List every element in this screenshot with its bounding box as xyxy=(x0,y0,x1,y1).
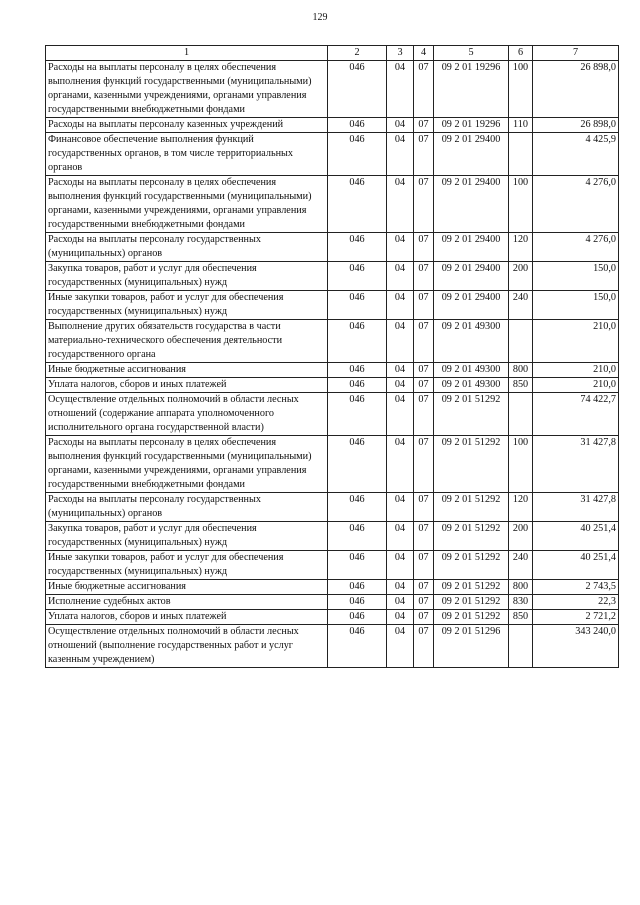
subsection-code: 07 xyxy=(414,176,434,233)
admin-code: 046 xyxy=(328,625,387,668)
expense-type-code: 120 xyxy=(509,233,533,262)
expense-name: Уплата налогов, сборов и иных платежей xyxy=(46,378,328,393)
section-code: 04 xyxy=(387,291,414,320)
expense-type-code: 830 xyxy=(509,595,533,610)
column-header: 7 xyxy=(533,46,619,61)
admin-code: 046 xyxy=(328,320,387,363)
expense-name: Расходы на выплаты персоналу государственных (муниципальных) органов xyxy=(46,493,328,522)
expense-type-code: 100 xyxy=(509,61,533,118)
table-row xyxy=(46,493,619,522)
subsection-code: 07 xyxy=(414,595,434,610)
admin-code: 046 xyxy=(328,378,387,393)
expense-name: Осуществление отдельных полномочий в области лесных отношений (выполнение государственных работ и услуг казенным учреждением) xyxy=(46,625,328,668)
expense-name: Уплата налогов, сборов и иных платежей xyxy=(46,610,328,625)
target-article-code: 09 2 01 29400 xyxy=(434,176,509,233)
table-row xyxy=(46,580,619,595)
amount: 2 743,5 xyxy=(533,580,619,595)
column-header: 6 xyxy=(509,46,533,61)
page-number: 129 xyxy=(312,12,328,23)
section-code: 04 xyxy=(387,233,414,262)
target-article-code: 09 2 01 51292 xyxy=(434,522,509,551)
expense-type-code: 200 xyxy=(509,262,533,291)
amount: 210,0 xyxy=(533,363,619,378)
amount: 31 427,8 xyxy=(533,436,619,493)
subsection-code: 07 xyxy=(414,393,434,436)
admin-code: 046 xyxy=(328,233,387,262)
expense-type-code: 800 xyxy=(509,363,533,378)
admin-code: 046 xyxy=(328,551,387,580)
expense-name: Расходы на выплаты персоналу государственных (муниципальных) органов xyxy=(46,233,328,262)
table-header-row xyxy=(46,46,619,61)
expense-name: Расходы на выплаты персоналу в целях обеспечения выполнения функций государственными (муниципальными) органами, казенными учреждениями, органами управления государственными внебюджетными фондами xyxy=(46,436,328,493)
expense-name: Закупка товаров, работ и услуг для обеспечения государственных (муниципальных) нужд xyxy=(46,262,328,291)
expense-type-code: 850 xyxy=(509,610,533,625)
expense-name: Исполнение судебных актов xyxy=(46,595,328,610)
table-row xyxy=(46,320,619,363)
target-article-code: 09 2 01 51292 xyxy=(434,595,509,610)
admin-code: 046 xyxy=(328,610,387,625)
subsection-code: 07 xyxy=(414,233,434,262)
target-article-code: 09 2 01 49300 xyxy=(434,320,509,363)
expense-type-code: 100 xyxy=(509,176,533,233)
target-article-code: 09 2 01 51292 xyxy=(434,393,509,436)
amount: 210,0 xyxy=(533,378,619,393)
subsection-code: 07 xyxy=(414,133,434,176)
table-row xyxy=(46,262,619,291)
target-article-code: 09 2 01 19296 xyxy=(434,118,509,133)
table-row xyxy=(46,291,619,320)
column-header: 2 xyxy=(328,46,387,61)
section-code: 04 xyxy=(387,436,414,493)
section-code: 04 xyxy=(387,262,414,291)
amount: 26 898,0 xyxy=(533,61,619,118)
subsection-code: 07 xyxy=(414,363,434,378)
table-row xyxy=(46,176,619,233)
subsection-code: 07 xyxy=(414,522,434,551)
expense-name: Закупка товаров, работ и услуг для обеспечения государственных (муниципальных) нужд xyxy=(46,522,328,551)
subsection-code: 07 xyxy=(414,320,434,363)
table-row xyxy=(46,363,619,378)
amount: 40 251,4 xyxy=(533,551,619,580)
subsection-code: 07 xyxy=(414,436,434,493)
section-code: 04 xyxy=(387,580,414,595)
table-row xyxy=(46,378,619,393)
amount: 4 425,9 xyxy=(533,133,619,176)
section-code: 04 xyxy=(387,61,414,118)
target-article-code: 09 2 01 49300 xyxy=(434,378,509,393)
table-row xyxy=(46,610,619,625)
target-article-code: 09 2 01 51292 xyxy=(434,436,509,493)
section-code: 04 xyxy=(387,522,414,551)
expense-type-code: 200 xyxy=(509,522,533,551)
expense-name: Расходы на выплаты персоналу в целях обеспечения выполнения функций государственными (муниципальными) органами, казенными учреждениями, органами управления государственными внебюджетными фондами xyxy=(46,61,328,118)
target-article-code: 09 2 01 29400 xyxy=(434,233,509,262)
amount: 40 251,4 xyxy=(533,522,619,551)
expense-type-code: 120 xyxy=(509,493,533,522)
expense-name: Иные бюджетные ассигнования xyxy=(46,363,328,378)
expense-name: Расходы на выплаты персоналу в целях обеспечения выполнения функций государственными (муниципальными) органами, казенными учреждениями, органами управления государственными внебюджетными фондами xyxy=(46,176,328,233)
table-row xyxy=(46,595,619,610)
admin-code: 046 xyxy=(328,393,387,436)
target-article-code: 09 2 01 51292 xyxy=(434,551,509,580)
amount: 74 422,7 xyxy=(533,393,619,436)
expense-name: Выполнение других обязательств государства в части материально-технического обеспечения деятельности государственного органа xyxy=(46,320,328,363)
subsection-code: 07 xyxy=(414,551,434,580)
expense-type-code xyxy=(509,133,533,176)
subsection-code: 07 xyxy=(414,625,434,668)
amount: 210,0 xyxy=(533,320,619,363)
amount: 150,0 xyxy=(533,291,619,320)
subsection-code: 07 xyxy=(414,291,434,320)
expense-name: Иные бюджетные ассигнования xyxy=(46,580,328,595)
section-code: 04 xyxy=(387,176,414,233)
target-article-code: 09 2 01 49300 xyxy=(434,363,509,378)
section-code: 04 xyxy=(387,625,414,668)
subsection-code: 07 xyxy=(414,61,434,118)
admin-code: 046 xyxy=(328,61,387,118)
expense-type-code: 110 xyxy=(509,118,533,133)
section-code: 04 xyxy=(387,378,414,393)
expense-name: Осуществление отдельных полномочий в области лесных отношений (содержание аппарата уполномоченного исполнительного органа государственной власти) xyxy=(46,393,328,436)
expense-type-code xyxy=(509,393,533,436)
admin-code: 046 xyxy=(328,595,387,610)
expense-type-code: 850 xyxy=(509,378,533,393)
amount: 4 276,0 xyxy=(533,233,619,262)
admin-code: 046 xyxy=(328,262,387,291)
target-article-code: 09 2 01 29400 xyxy=(434,262,509,291)
expense-type-code: 240 xyxy=(509,551,533,580)
target-article-code: 09 2 01 51296 xyxy=(434,625,509,668)
target-article-code: 09 2 01 19296 xyxy=(434,61,509,118)
section-code: 04 xyxy=(387,493,414,522)
expense-type-code xyxy=(509,320,533,363)
section-code: 04 xyxy=(387,393,414,436)
section-code: 04 xyxy=(387,320,414,363)
admin-code: 046 xyxy=(328,176,387,233)
admin-code: 046 xyxy=(328,291,387,320)
table-row xyxy=(46,61,619,118)
column-header: 3 xyxy=(387,46,414,61)
subsection-code: 07 xyxy=(414,378,434,393)
table-row xyxy=(46,393,619,436)
subsection-code: 07 xyxy=(414,493,434,522)
section-code: 04 xyxy=(387,133,414,176)
expense-type-code: 100 xyxy=(509,436,533,493)
expense-name: Финансовое обеспечение выполнения функций государственных органов, в том числе территориальных органов xyxy=(46,133,328,176)
expense-name: Расходы на выплаты персоналу казенных учреждений xyxy=(46,118,328,133)
table-row xyxy=(46,522,619,551)
column-header: 1 xyxy=(46,46,328,61)
amount: 343 240,0 xyxy=(533,625,619,668)
expense-name: Иные закупки товаров, работ и услуг для обеспечения государственных (муниципальных) нужд xyxy=(46,551,328,580)
subsection-code: 07 xyxy=(414,262,434,291)
amount: 2 721,2 xyxy=(533,610,619,625)
table-row xyxy=(46,233,619,262)
target-article-code: 09 2 01 29400 xyxy=(434,133,509,176)
subsection-code: 07 xyxy=(414,580,434,595)
table-row xyxy=(46,133,619,176)
column-header: 5 xyxy=(434,46,509,61)
target-article-code: 09 2 01 51292 xyxy=(434,580,509,595)
expense-type-code xyxy=(509,625,533,668)
amount: 22,3 xyxy=(533,595,619,610)
subsection-code: 07 xyxy=(414,118,434,133)
admin-code: 046 xyxy=(328,436,387,493)
amount: 26 898,0 xyxy=(533,118,619,133)
budget-table xyxy=(45,45,619,668)
table-row xyxy=(46,551,619,580)
amount: 150,0 xyxy=(533,262,619,291)
section-code: 04 xyxy=(387,118,414,133)
target-article-code: 09 2 01 51292 xyxy=(434,493,509,522)
expense-name: Иные закупки товаров, работ и услуг для обеспечения государственных (муниципальных) нужд xyxy=(46,291,328,320)
section-code: 04 xyxy=(387,551,414,580)
target-article-code: 09 2 01 51292 xyxy=(434,610,509,625)
admin-code: 046 xyxy=(328,118,387,133)
target-article-code: 09 2 01 29400 xyxy=(434,291,509,320)
table-row xyxy=(46,625,619,668)
amount: 31 427,8 xyxy=(533,493,619,522)
expense-type-code: 800 xyxy=(509,580,533,595)
table-row xyxy=(46,118,619,133)
section-code: 04 xyxy=(387,363,414,378)
section-code: 04 xyxy=(387,610,414,625)
section-code: 04 xyxy=(387,595,414,610)
expense-type-code: 240 xyxy=(509,291,533,320)
admin-code: 046 xyxy=(328,493,387,522)
amount: 4 276,0 xyxy=(533,176,619,233)
table-row xyxy=(46,436,619,493)
subsection-code: 07 xyxy=(414,610,434,625)
column-header: 4 xyxy=(414,46,434,61)
admin-code: 046 xyxy=(328,363,387,378)
admin-code: 046 xyxy=(328,133,387,176)
admin-code: 046 xyxy=(328,580,387,595)
admin-code: 046 xyxy=(328,522,387,551)
